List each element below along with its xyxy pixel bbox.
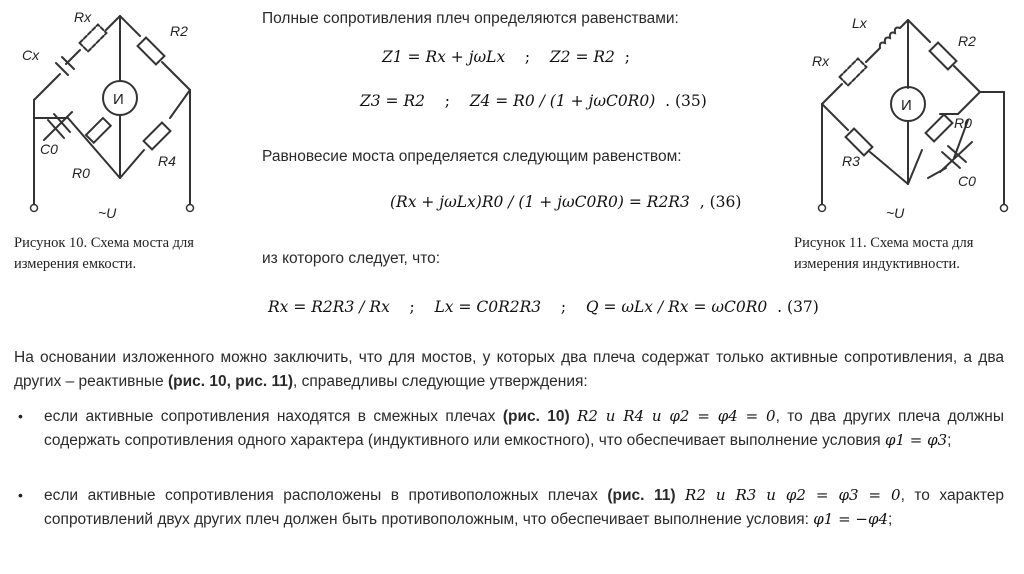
figure-11-inductance-bridge	[808, 8, 1013, 223]
figure-11-caption-line2: измерения индуктивности.	[794, 256, 960, 272]
figure-10-caption-line2: измерения емкости.	[14, 256, 137, 272]
bullet-2-marker: •	[18, 487, 23, 503]
para-1-ref: (рис. 10, рис. 11)	[167, 372, 294, 390]
conclusion-paragraph	[14, 346, 1004, 393]
fig11-label-r0: R0	[954, 115, 972, 131]
eq-lx: Lx = C0R2R3	[434, 298, 542, 316]
fig11-label-c0: C0	[958, 173, 976, 189]
equation-results: Rx = R2R3 / Rx ; Lx = C0R2R3 ; Q = ωLx / Rx = ωC0R0 . (37)	[268, 298, 819, 316]
eq-z4: Z4 = R0 / (1 + jωC0R0)	[469, 92, 656, 110]
para-1-text: На основании изложенного можно заключить, что для мостов, у которых два плеча содержат только активные сопротивления, а два других – реактивные	[14, 349, 1004, 390]
eq-z1: Z1 = Rx + jωLx	[382, 48, 506, 66]
figure-10-caption	[14, 233, 194, 275]
fig10-label-r2: R2	[170, 23, 188, 39]
bullet-1-ref: (рис. 10)	[502, 408, 570, 425]
fig11-label-r3: R3	[842, 153, 860, 169]
fig10-label-rx: Rx	[74, 9, 92, 25]
figure-10-capacitance-bridge	[18, 8, 218, 223]
equation-z-row1: Z1 = Rx + jωLx ; Z2 = R2 ;	[382, 48, 630, 66]
fig11-label-r2: R2	[958, 33, 976, 49]
bullet-1-end: ;	[947, 431, 952, 449]
para-1-end: , справедливы следующие утверждения:	[293, 372, 588, 390]
intro-text: Полные сопротивления плеч определяются равенствами:	[262, 10, 679, 27]
fig11-label-lx: Lx	[852, 15, 867, 31]
bullet-2-b: , то характер сопротивлений двух других плеч должен быть противоположным, что обеспечивает выполнение условия:	[44, 487, 1004, 528]
bullet-1-marker: •	[18, 408, 23, 424]
fig10-label-r4: R4	[158, 153, 176, 169]
bullet-2-text	[44, 484, 1004, 531]
eq-z2: Z2 = R2	[549, 48, 615, 66]
fig10-label-cx: Cx	[22, 47, 40, 63]
eq-balance: (Rx + jωLx)R0 / (1 + jωC0R0) = R2R3	[390, 193, 690, 211]
bullet-1-a: если активные сопротивления находятся в смежных плечах	[44, 408, 496, 425]
bullet-1-math: R2 и R4 и φ2 = φ4 = 0	[577, 407, 776, 425]
bullet-2-a: если активные сопротивления расположены в противоположных плечах	[44, 487, 598, 504]
equation-36-number: (36)	[709, 193, 742, 211]
fig10-supply-label: ~U	[98, 205, 117, 221]
equation-z-row2: Z3 = R2 ; Z4 = R0 / (1 + jωC0R0) . (35)	[360, 92, 707, 110]
fig11-meter-label: И	[901, 97, 912, 114]
fig10-label-r0: R0	[72, 165, 90, 181]
eq-q: Q = ωLx / Rx = ωC0R0	[585, 298, 768, 316]
bullet-2-math: R2 и R3 и φ2 = φ3 = 0	[685, 486, 901, 504]
figure-11-caption-line1: Рисунок 11. Схема моста для	[794, 235, 974, 251]
equation-balance: (Rx + jωLx)R0 / (1 + jωC0R0) = R2R3 , (36)	[390, 193, 742, 211]
bullet-2-cond: φ1 = −φ4	[813, 509, 889, 528]
eq-rx: Rx = R2R3 / Rx	[268, 298, 390, 316]
fig10-meter-label: И	[113, 91, 124, 108]
bullet-2-ref: (рис. 11)	[607, 487, 676, 504]
eq-z3: Z3 = R2	[360, 92, 426, 110]
figure-10-caption-line1: Рисунок 10. Схема моста для	[14, 235, 194, 251]
bullet-1-cond: φ1 = φ3	[884, 430, 948, 449]
fig11-supply-label: ~U	[886, 205, 905, 221]
balance-text: Равновесие моста определяется следующим равенством:	[262, 148, 682, 165]
bullet-1-b: , то два других плеча должны содержать сопротивления одного характера (индуктивного или емкостного), что обеспечивает выполнение условия	[44, 408, 1005, 449]
fig11-label-rx: Rx	[812, 53, 830, 69]
bullet-2-end: ;	[888, 510, 893, 528]
bullet-1-text	[44, 405, 1004, 452]
equation-35-number: (35)	[675, 92, 707, 110]
fig10-label-c0: C0	[40, 141, 58, 157]
follows-text: из которого следует, что:	[262, 250, 441, 267]
equation-37-number: (37)	[787, 298, 819, 316]
figure-11-caption	[794, 233, 973, 275]
